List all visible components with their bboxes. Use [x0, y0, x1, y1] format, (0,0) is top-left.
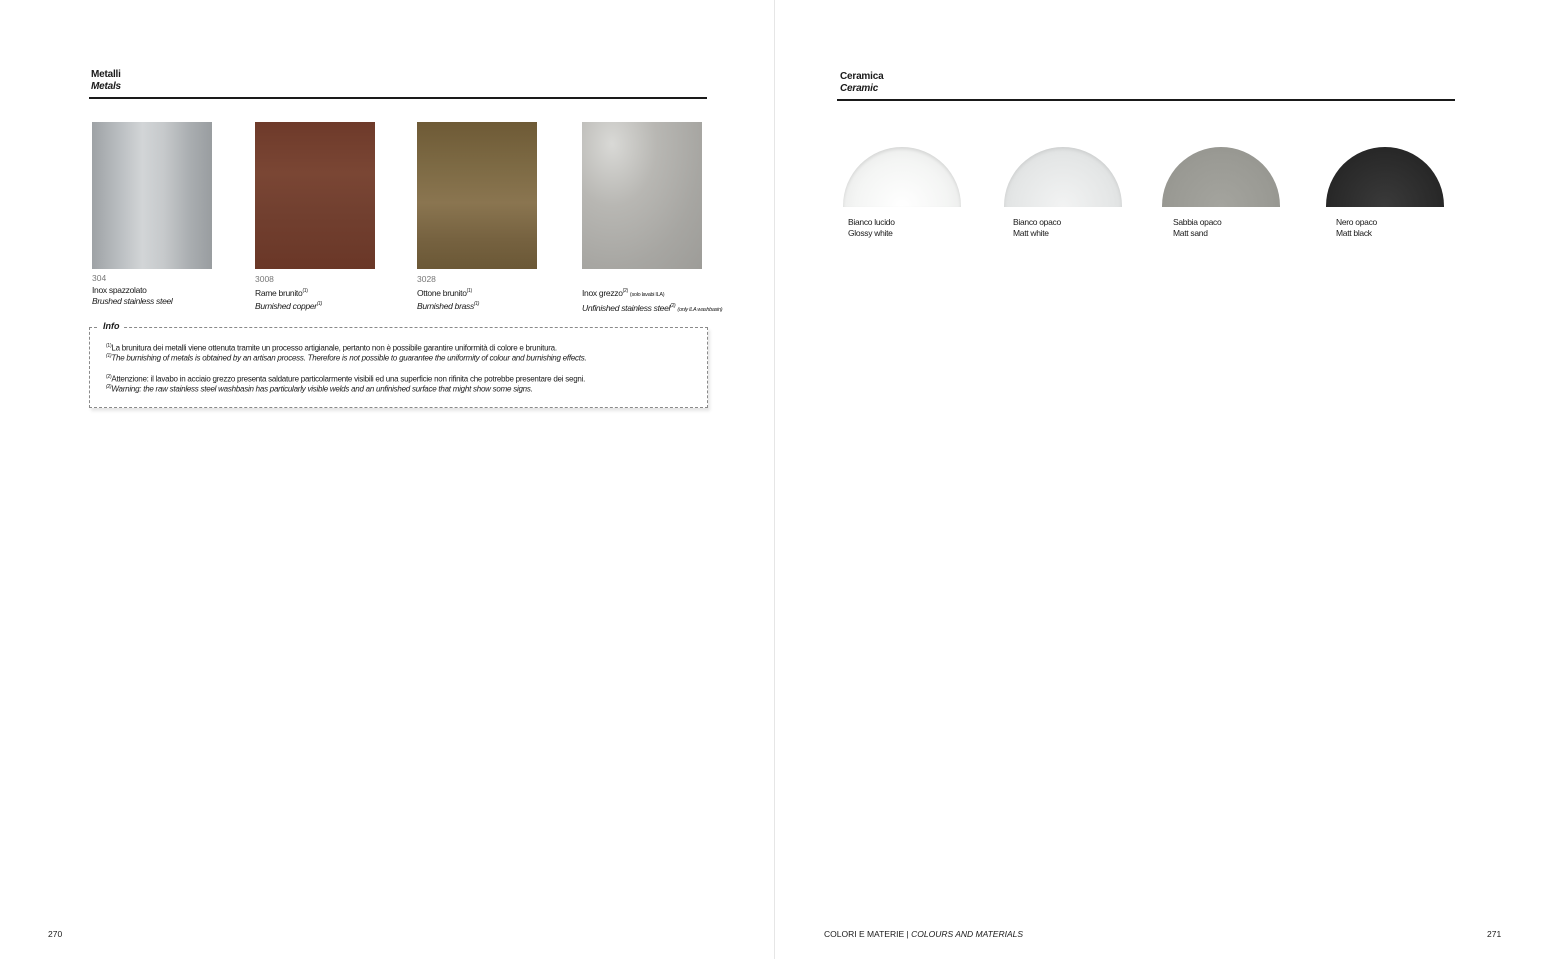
swatch-name-it: Ottone brunito	[417, 287, 467, 298]
swatch-label	[92, 285, 173, 307]
swatch-name-en: Matt white	[1013, 228, 1049, 238]
info-note-en	[106, 382, 533, 395]
footnote-marker: (1)	[473, 300, 480, 307]
swatch-name-en: Unfinished stainless steel	[582, 302, 671, 313]
swatch-code: 3008	[255, 274, 274, 284]
ceramic-title-en: Ceramic	[840, 83, 879, 94]
running-footer	[824, 929, 1023, 939]
page-number-left: 270	[48, 929, 63, 939]
info-note-en	[106, 351, 586, 364]
swatch-label	[582, 286, 722, 316]
swatch-label	[417, 286, 479, 312]
info-note-text: La brunitura dei metalli viene ottenuta tramite un processo artigianale, pertanto non è possibile garantire uniformità di colore e brunitura.	[111, 343, 557, 353]
swatch-name-en: Matt sand	[1173, 228, 1208, 238]
footer-section-it: COLORI E MATERIE	[824, 929, 905, 939]
footnote-marker: (2)	[622, 288, 628, 294]
footer-section-en: COLOURS AND MATERIALS	[911, 929, 1024, 939]
info-note-text: Warning: the raw stainless steel washbasin has particularly visible welds and an unfinished surface that might show some signs.	[111, 384, 533, 394]
swatch-name-it: Bianco opaco	[1013, 217, 1061, 227]
footnote-marker: (1)	[302, 288, 308, 294]
swatch-label	[848, 217, 895, 239]
swatch-name-it: Inox grezzo	[582, 287, 623, 298]
swatch-label	[1013, 217, 1061, 239]
swatch-label	[255, 286, 322, 312]
footnote-marker: (1)	[466, 288, 472, 294]
swatch-brushed-stainless-steel	[92, 122, 212, 269]
footnote-marker: (1)	[106, 353, 112, 359]
swatch-name-it: Bianco lucido	[848, 217, 895, 227]
metals-title-rule	[89, 97, 707, 99]
metals-title-en: Metals	[91, 81, 121, 92]
page-number-right: 271	[1487, 929, 1502, 939]
footnote-marker: (1)	[316, 300, 323, 307]
swatch-code: 3028	[417, 274, 436, 284]
swatch-name-en: Brushed stainless steel	[92, 296, 173, 306]
ceramic-title-it: Ceramica	[840, 71, 884, 82]
page-gutter	[774, 0, 775, 959]
footer-separator: |	[906, 929, 909, 939]
info-box	[89, 327, 708, 408]
swatch-name-en: Matt black	[1336, 228, 1372, 238]
swatch-label	[1336, 217, 1377, 239]
swatch-name-en: Glossy white	[848, 228, 893, 238]
swatch-matt-white	[1004, 147, 1122, 207]
swatch-qualifier-it: (solo lavabi ILA)	[629, 291, 665, 298]
ceramic-title-rule	[837, 99, 1455, 101]
swatch-name-en: Burnished copper	[255, 300, 317, 311]
swatch-qualifier-en: (only ILA washbasin)	[677, 306, 723, 313]
swatch-label	[1173, 217, 1221, 239]
swatch-name-it: Nero opaco	[1336, 217, 1377, 227]
swatch-name-it: Inox spazzolato	[92, 285, 147, 295]
info-label: Info	[99, 320, 124, 332]
footnote-marker: (2)	[106, 384, 112, 390]
footnote-marker: (2)	[106, 374, 112, 380]
ceramic-section-title	[840, 71, 883, 95]
info-note-text: The burnishing of metals is obtained by an artisan process. Therefore is not possible to guarantee the uniformity of colour and burnishing effects.	[111, 353, 587, 363]
swatch-unfinished-stainless-steel	[582, 122, 702, 269]
info-note-text: Attenzione: il lavabo in acciaio grezzo presenta saldature particolarmente visibili ed una superficie non rifinita che potrebbe presentare dei segni.	[111, 374, 586, 384]
swatch-burnished-brass	[417, 122, 537, 269]
swatch-name-en: Burnished brass	[417, 300, 474, 311]
metals-section-title	[91, 69, 121, 93]
metals-title-it: Metalli	[91, 69, 121, 80]
swatch-name-it: Rame brunito	[255, 287, 303, 298]
swatch-glossy-white	[843, 147, 961, 207]
swatch-code: 304	[92, 273, 107, 283]
swatch-matt-black	[1326, 147, 1444, 207]
swatch-burnished-copper	[255, 122, 375, 269]
footnote-marker: (2)	[670, 302, 676, 309]
swatch-matt-sand	[1162, 147, 1280, 207]
footnote-marker: (1)	[106, 343, 112, 349]
swatch-name-it: Sabbia opaco	[1173, 217, 1222, 227]
